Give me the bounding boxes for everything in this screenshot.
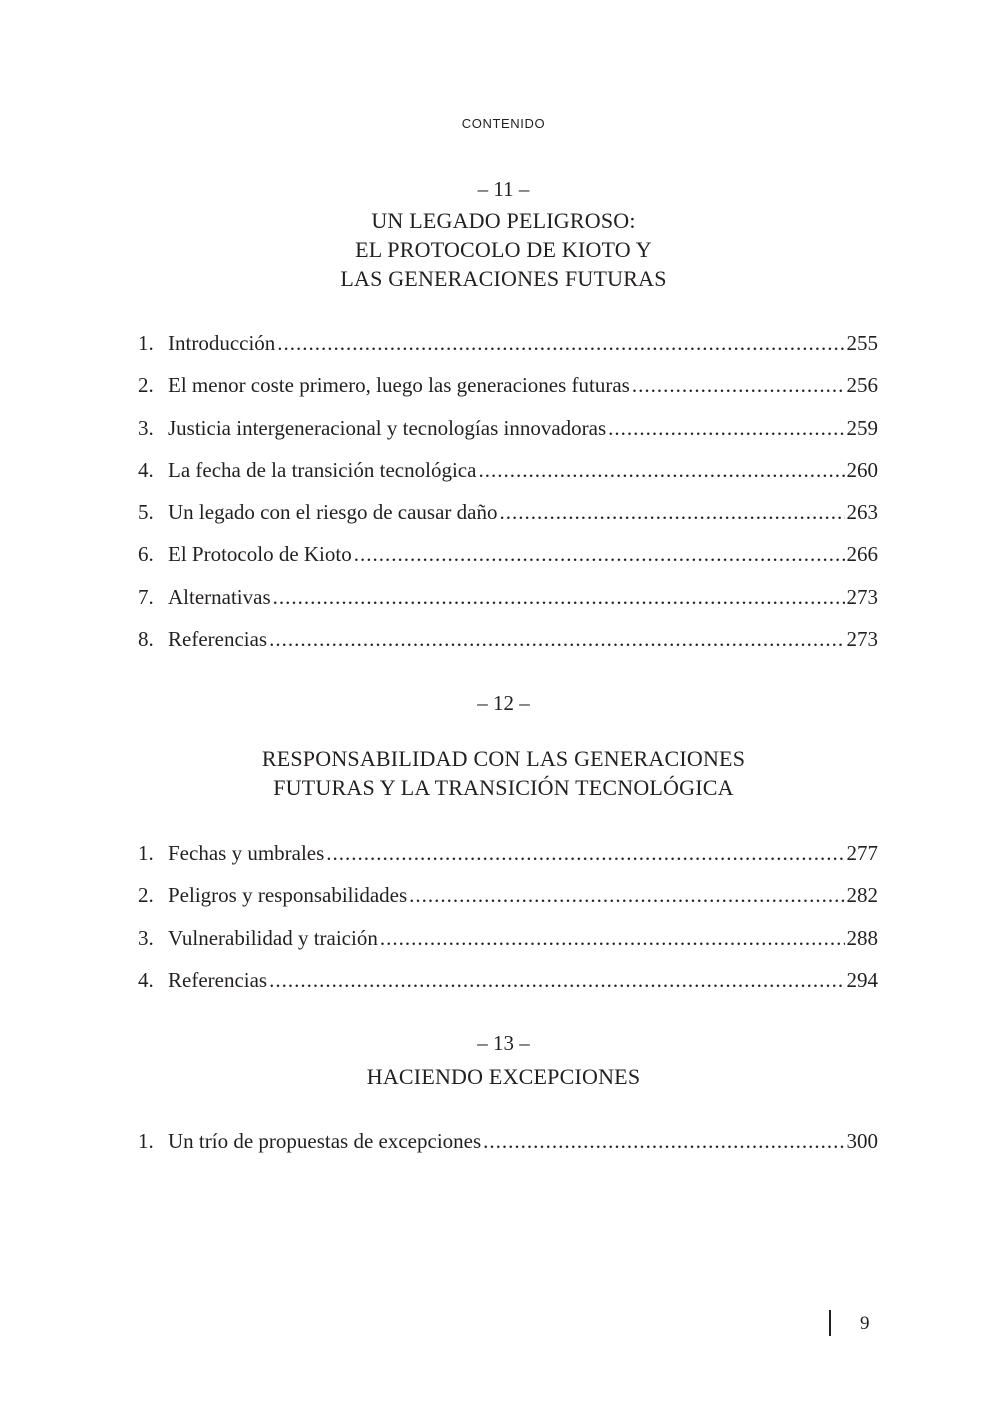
chapter-title (0, 744, 1007, 802)
dot-leader (354, 540, 845, 568)
dot-leader (269, 625, 844, 653)
toc-entry[interactable] (138, 625, 878, 667)
toc-entry-title: Justicia intergeneracional y tecnologías innovadoras (168, 415, 607, 440)
chapter-title-line: LAS GENERACIONES FUTURAS (340, 266, 667, 291)
dot-leader (499, 498, 844, 526)
toc-entry-number: 2. (138, 883, 154, 908)
toc-entry-number: 3. (138, 415, 154, 440)
chapter-title (0, 1062, 1007, 1091)
toc-entry-number: 3. (138, 925, 154, 950)
dot-leader (380, 924, 845, 952)
toc-entry-title: El menor coste primero, luego las generaciones futuras (168, 373, 630, 398)
toc-entry-page: 255 (846, 331, 878, 355)
toc-entry-title: Un trío de propuestas de excepciones (168, 1129, 482, 1153)
toc-entry[interactable] (138, 329, 878, 371)
toc-entry[interactable] (138, 839, 878, 881)
chapter-number: – 11 – (477, 177, 530, 201)
page-number-rule (829, 1310, 831, 1336)
toc-entry-page: 277 (846, 841, 878, 865)
chapter-title-line: HACIENDO EXCEPCIONES (366, 1064, 641, 1089)
dot-leader (277, 329, 844, 357)
toc-entry-number: 6. (138, 542, 154, 567)
toc-entry[interactable] (138, 498, 878, 540)
toc-entry-number: 2. (138, 373, 154, 398)
chapter-title-line: EL PROTOCOLO DE KIOTO Y (355, 237, 652, 262)
toc-entry-title: La fecha de la transición tecnológica (168, 457, 477, 482)
toc-entry[interactable] (138, 540, 878, 582)
toc-entry-page: 288 (846, 925, 878, 950)
toc-entry[interactable] (138, 414, 878, 456)
toc-entry-number: 1. (138, 841, 154, 865)
toc-entry-number: 1. (138, 1129, 154, 1153)
toc-entry-title: Introducción (168, 331, 276, 355)
toc-entry-title: Referencias (168, 627, 268, 652)
toc-entry-title: Vulnerabilidad y traición (168, 925, 378, 950)
dot-leader (608, 414, 844, 442)
toc-entry-number: 7. (138, 584, 154, 609)
toc-entry[interactable] (138, 371, 878, 413)
toc-entry[interactable] (138, 456, 878, 498)
running-head: CONTENIDO (461, 116, 546, 131)
chapter-number: – 13 – (477, 1031, 530, 1055)
toc-entry[interactable] (138, 924, 878, 966)
chapter-title-line: UN LEGADO PELIGROSO: (371, 208, 636, 233)
toc-entry-page: 300 (846, 1129, 878, 1153)
toc-entry[interactable] (138, 881, 878, 923)
toc-entry[interactable] (138, 966, 878, 1008)
dot-leader (478, 456, 844, 484)
chapter-number: – 12 – (477, 691, 530, 715)
toc-entry[interactable] (138, 1127, 878, 1169)
toc-entry-page: 294 (846, 967, 878, 992)
toc-entry-page: 263 (846, 500, 878, 525)
dot-leader (326, 839, 844, 867)
toc-list (138, 839, 878, 1008)
toc-entry[interactable] (138, 583, 878, 625)
toc-entry-page: 273 (846, 584, 878, 609)
toc-entry-title: Peligros y responsabilidades (168, 883, 408, 908)
toc-entry-page: 273 (846, 627, 878, 652)
toc-entry-title: Un legado con el riesgo de causar daño (168, 500, 498, 525)
toc-entry-page: 266 (846, 542, 878, 567)
dot-leader (632, 371, 845, 399)
chapter-title (0, 206, 1007, 293)
toc-entry-page: 260 (846, 457, 878, 482)
page-number: 9 (860, 1313, 870, 1334)
toc-entry-title: Fechas y umbrales (168, 841, 325, 865)
dot-leader (273, 583, 845, 611)
toc-entry-title: Referencias (168, 967, 268, 992)
toc-entry-number: 5. (138, 500, 154, 525)
dot-leader (269, 966, 844, 994)
toc-entry-title: Alternativas (168, 584, 271, 609)
dot-leader (483, 1127, 844, 1155)
toc-entry-number: 8. (138, 627, 154, 652)
toc-entry-number: 4. (138, 967, 154, 992)
dot-leader (409, 881, 844, 909)
toc-list (138, 1127, 878, 1169)
toc-entry-page: 259 (846, 415, 878, 440)
toc-entry-page: 282 (846, 883, 878, 908)
chapter-title-line: RESPONSABILIDAD CON LAS GENERACIONES (261, 746, 746, 771)
toc-entry-page: 256 (846, 373, 878, 398)
toc-entry-title: El Protocolo de Kioto (168, 542, 352, 567)
toc-entry-number: 1. (138, 331, 154, 355)
toc-entry-number: 4. (138, 457, 154, 482)
toc-list (138, 329, 878, 667)
chapter-title-line: FUTURAS Y LA TRANSICIÓN TECNOLÓGICA (273, 775, 734, 800)
